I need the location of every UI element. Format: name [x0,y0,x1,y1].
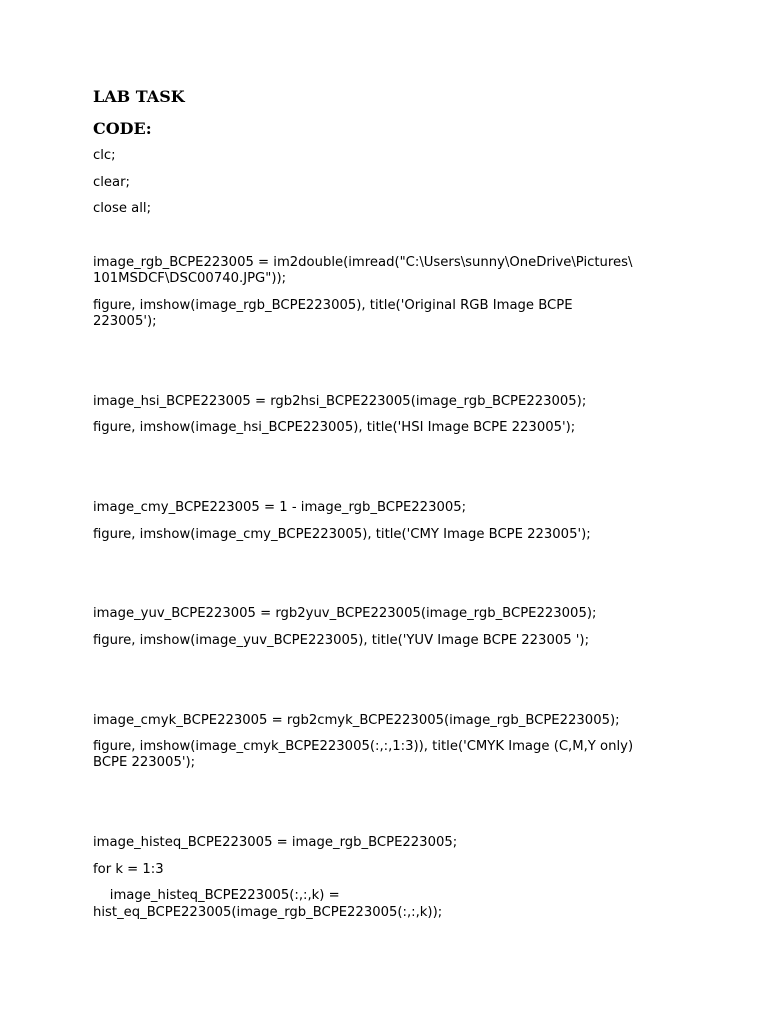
code-line: BCPE 223005'); [93,755,196,770]
code-line: image_cmy_BCPE223005 = 1 - image_rgb_BCPE223005; [93,500,467,515]
document-title: LAB TASK [93,87,185,106]
code-line: image_hsi_BCPE223005 = rgb2hsi_BCPE223005(image_rgb_BCPE223005); [93,394,587,409]
code-line: close all; [93,201,152,216]
code-line: image_cmyk_BCPE223005 = rgb2cmyk_BCPE223005(image_rgb_BCPE223005); [93,713,620,728]
code-line: for k = 1:3 [93,862,164,877]
code-line: figure, imshow(image_cmyk_BCPE223005(:,:,1:3)), title('CMYK Image (C,M,Y only) [93,739,634,754]
code-line: figure, imshow(image_yuv_BCPE223005), title('YUV Image BCPE 223005 '); [93,633,590,648]
code-line: clear; [93,175,130,190]
code-line: figure, imshow(image_cmy_BCPE223005), title('CMY Image BCPE 223005'); [93,527,591,542]
code-heading: CODE: [93,119,152,138]
code-line: 101MSDCF\DSC00740.JPG")); [93,271,287,286]
code-line: image_histeq_BCPE223005(:,:,k) = [93,888,340,903]
code-line: hist_eq_BCPE223005(image_rgb_BCPE223005(:,:,k)); [93,905,443,920]
code-line: image_yuv_BCPE223005 = rgb2yuv_BCPE223005(image_rgb_BCPE223005); [93,606,597,621]
code-line: image_histeq_BCPE223005 = image_rgb_BCPE223005; [93,835,458,850]
code-line: figure, imshow(image_rgb_BCPE223005), title('Original RGB Image BCPE [93,298,573,313]
code-line: image_rgb_BCPE223005 = im2double(imread("C:\Users\sunny\OneDrive\Pictures\ [93,255,633,270]
code-line: 223005'); [93,314,157,329]
code-line: figure, imshow(image_hsi_BCPE223005), title('HSI Image BCPE 223005'); [93,420,576,435]
code-line: clc; [93,148,116,163]
